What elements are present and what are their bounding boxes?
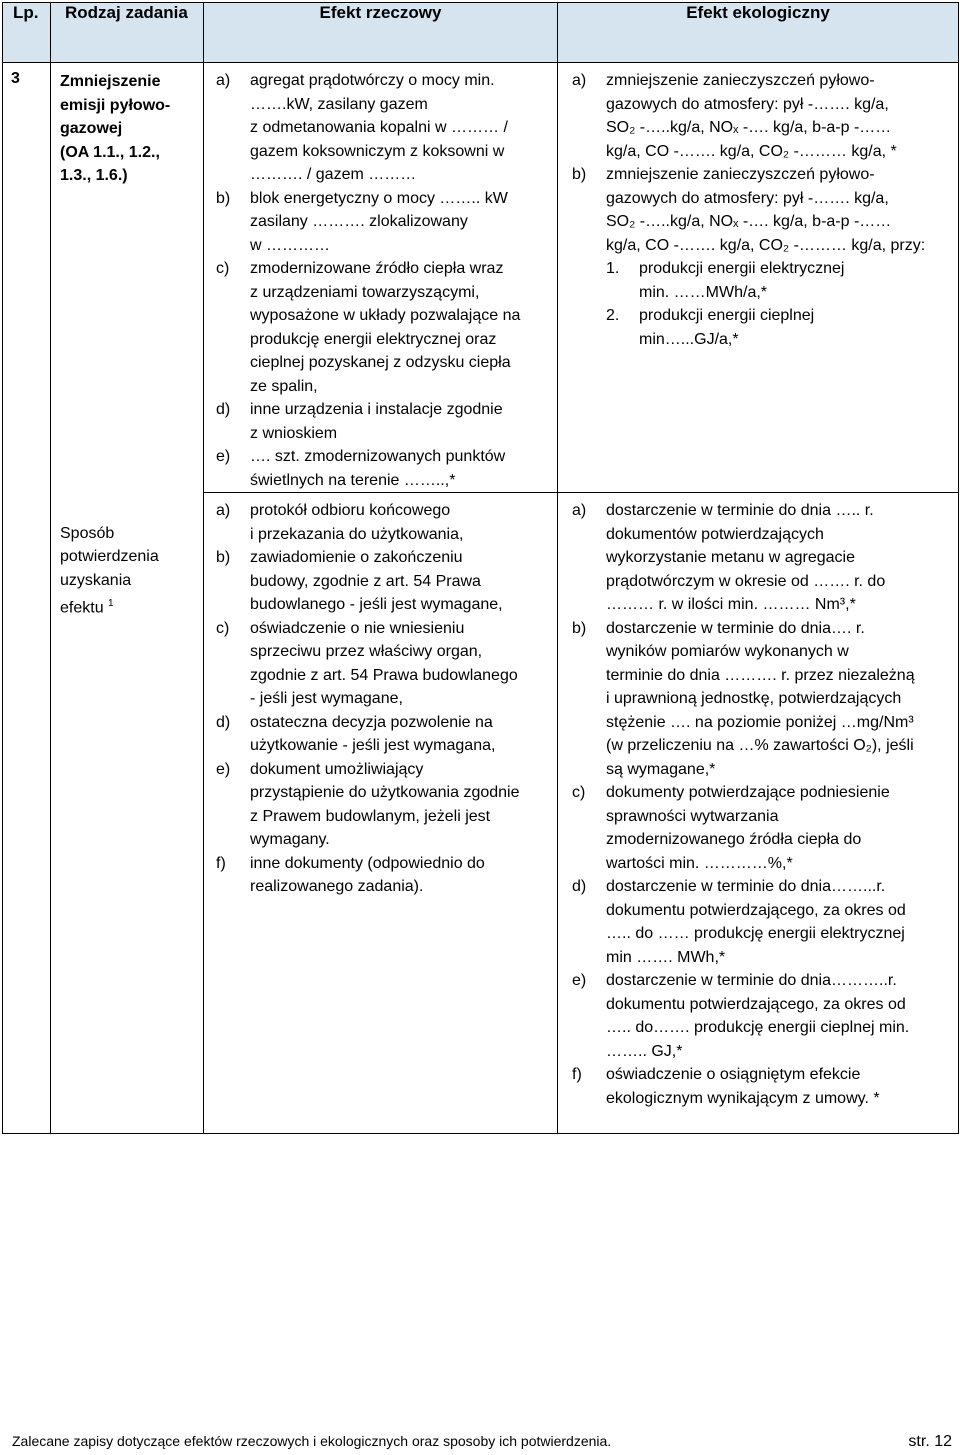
footnote-marker: 1 [108,598,114,609]
list-item [606,304,952,351]
item-text [639,304,952,351]
text-line: agregat prądotwórczy o mocy min. [250,72,495,89]
list-item [216,499,551,546]
text-line: dostarczenie w terminie do dnia ….. r. [606,502,874,519]
efekt-rzeczowy-cell [204,63,558,493]
material-confirmation-list [216,499,551,899]
text-line: cieplnej pozyskanej z odzysku ciepła [250,354,511,371]
footer-note: Zalecane zapisy dotyczące efektów rzeczowych i ekologicznych oraz sposoby ich potwierdzenia. [12,1433,612,1449]
item-marker: b) [572,619,587,637]
item-text [250,257,551,398]
document-page [2,2,958,1134]
item-text [250,187,551,258]
confirmation-line: Sposób [60,524,115,542]
text-line: - jeśli jest wymagane, [250,690,403,707]
confirmation-line: uzyskania [60,571,132,589]
task-type-line: (OA 1.1., 1.2., [60,143,160,161]
text-line: inne urządzenia i instalacje zgodnie [250,401,503,418]
text-line: ………. / gazem ……… [250,166,417,183]
list-item [572,69,952,163]
item-marker: 1. [606,260,620,277]
text-line: budowlanego - jeśli jest wymagane, [250,596,503,613]
table-row [3,63,959,493]
item-marker: d) [216,713,231,731]
item-text [606,875,952,969]
item-marker: c) [216,619,230,637]
table-header-row [3,3,959,63]
text-line: …….kW, zasilany gazem [250,95,428,113]
text-line: …. szt. zmodernizowanych punktów [250,448,506,465]
text-line: terminie do dnia ………. r. przez niezależną [606,666,915,684]
text-line: prądotwórczym w okresie od ……. r. do [606,572,886,590]
task-type-line: 1.3., 1.6.) [60,167,128,184]
list-item [216,257,551,398]
text-line: ostateczna decyzja pozwolenie na [250,713,493,731]
item-marker: f) [572,1066,582,1083]
item-text [250,499,551,546]
header-efekt-rzeczowy: Efekt rzeczowy [204,3,558,63]
header-lp: Lp. [3,3,51,63]
confirmation-method-label [60,188,203,620]
list-item [572,163,952,351]
item-marker: a) [216,502,231,519]
list-item [216,69,551,187]
list-item [216,711,551,758]
task-type-line: gazowej [60,120,123,137]
text-line: produkcję energii elektrycznej oraz [250,330,497,348]
effects-table [2,2,959,1134]
item-marker: b) [216,189,231,207]
text-line: ….. do……. produkcję energii cieplnej min. [606,1019,910,1036]
list-item [216,445,551,492]
item-text [606,499,952,617]
list-item [216,187,551,258]
text-line: zmodernizowane źródło ciepła wraz [250,260,504,277]
text-line: z urządzeniami towarzyszącymi, [250,283,480,301]
item-marker: e) [216,448,231,465]
list-item [216,546,551,617]
sposob-ekologiczny-cell [558,493,959,1134]
item-marker: b) [572,166,587,183]
text-line: zmniejszenie zanieczyszczeń pyłowo- [606,166,875,183]
text-line: realizowanego zadania). [250,878,424,895]
ecological-confirmation-list [572,499,952,1110]
list-item [572,875,952,969]
confirmation-line: efektu $^1$ [60,598,114,617]
efekt-ekologiczny-cell [558,63,959,493]
page-footer [12,1433,952,1449]
text-line: kg/a, CO -……. kg/a, CO₂ -……… kg/a, * [606,142,897,160]
list-item [572,617,952,782]
text-line: dokumentu potwierdzającego, za okres od [606,901,906,919]
text-line: gazem koksowniczym z koksowni w [250,142,505,160]
item-text [250,445,551,492]
text-line: inne dokumenty (odpowiednio do [250,854,485,872]
item-text [606,781,952,875]
list-item [572,969,952,1063]
item-text [606,617,952,782]
text-line: min. ……MWh/a,* [639,283,768,301]
list-item [216,617,551,711]
rodzaj-zadania-cell [51,63,204,1134]
text-line: min ……. MWh,* [606,948,726,966]
text-line: w ………… [250,236,330,254]
header-rodzaj-zadania: Rodzaj zadania [51,3,204,63]
list-item [572,499,952,617]
item-text [606,163,952,351]
confirmation-line: potwierdzenia [60,548,159,565]
sposob-rzeczowy-cell [204,493,558,1134]
text-line: użytkowanie - jeśli jest wymagana, [250,737,496,754]
item-text [606,1063,952,1110]
item-marker: a) [572,502,587,519]
lp-cell [3,63,51,1134]
text-line: …….. GJ,* [606,1042,683,1060]
text-line: dokument umożliwiający [250,760,424,778]
text-line: oświadczenie o nie wniesieniu [250,619,465,637]
text-line: dokumenty potwierdzające podniesienie [606,784,890,801]
production-list [606,257,952,351]
list-item [572,1063,952,1110]
item-text [250,711,551,758]
text-line: zgodnie z art. 54 Prawa budowlanego [250,666,518,684]
item-text [606,969,952,1063]
text-line: min…...GJ/a,* [639,330,739,348]
text-line: zasilany ………. zlokalizowany [250,213,468,230]
item-marker: c) [216,260,230,277]
text-line: zmodernizowanego źródła ciepła do [606,831,862,848]
text-line: ze spalin, [250,377,318,395]
list-item [216,852,551,899]
text-line: i uprawnioną jednostkę, potwierdzających [606,690,902,707]
text-line: blok energetyczny o mocy …….. kW [250,189,508,207]
item-marker: e) [572,972,587,989]
text-line: dokumentów potwierdzających [606,525,824,543]
list-item [606,257,952,304]
text-line: sprzeciwu przez właściwy organ, [250,643,483,660]
list-item [572,781,952,875]
item-text [250,69,551,187]
task-type-title [60,70,203,188]
list-item [216,758,551,852]
text-line: i przekazania do użytkowania, [250,525,464,543]
text-line: produkcji energii elektrycznej [639,260,845,277]
text-line: zawiadomienie o zakończeniu [250,549,463,566]
item-marker: 2. [606,307,620,324]
text-line: wymagany. [250,831,330,848]
item-marker: a) [216,72,231,89]
task-type-line: emisji pyłowo- [60,96,171,114]
item-marker: b) [216,549,231,566]
text-line: świetlnych na terenie ……..,* [250,471,456,489]
text-line: ……… r. w ilości min. ……… Nm³,* [606,596,856,613]
text-line: sprawności wytwarzania [606,807,779,825]
item-text [250,758,551,852]
text-line: kg/a, CO -……. kg/a, CO₂ -……… kg/a, przy: [606,236,926,254]
item-text [250,852,551,899]
item-marker: a) [572,72,587,89]
item-text [250,546,551,617]
item-text [606,69,952,163]
item-marker: f) [216,854,226,872]
item-text [639,257,952,304]
list-item [216,398,551,445]
item-text [250,398,551,445]
text-line: stężenie …. na poziomie poniżej …mg/Nm³ [606,713,914,731]
text-line: wykorzystanie metanu w agregacie [606,549,856,566]
page-number: str. 12 [908,1433,952,1450]
text-line: gazowych do atmosfery: pył -……. kg/a, [606,95,889,113]
text-line: wyposażone w układy pozwalające na [250,307,521,324]
text-line: z odmetanowania kopalni w ……… / [250,119,508,136]
text-line: SO₂ -…..kg/a, NOₓ -…. kg/a, b-a-p -…… [606,119,892,136]
text-line: z Prawem budowlanym, jeżeli jest [250,807,491,825]
text-line: przystąpienie do użytkowania zgodnie [250,784,520,801]
item-marker: d) [216,401,231,418]
text-line: wartości min. …………%,* [606,854,793,872]
text-line: są wymagane,* [606,760,716,778]
task-type-line: Zmniejszenie [60,73,161,90]
item-text [250,617,551,711]
item-marker: e) [216,760,231,778]
text-line: ekologicznym wynikającym z umowy. * [606,1089,880,1107]
text-line: wyników pomiarów wykonanych w [606,643,849,660]
lp-number: 3 [11,70,20,87]
ecological-effect-list [572,69,952,351]
text-line: zmniejszenie zanieczyszczeń pyłowo- [606,72,875,89]
text-line: produkcji energii cieplnej [639,307,815,324]
text-line: dostarczenie w terminie do dnia………..r. [606,972,897,989]
header-efekt-ekologiczny: Efekt ekologiczny [558,3,959,63]
item-marker: c) [572,784,586,801]
text-line: SO₂ -…..kg/a, NOₓ -…. kg/a, b-a-p -…… [606,213,892,230]
text-line: z wnioskiem [250,424,338,442]
text-line: dokumentu potwierdzającego, za okres od [606,995,906,1013]
text-line: dostarczenie w terminie do dnia…. r. [606,619,865,637]
text-line: budowy, zgodnie z art. 54 Prawa [250,572,481,590]
text-line: oświadczenie o osiągniętym efekcie [606,1066,861,1083]
text-line: protokół odbioru końcowego [250,502,451,519]
text-line: (w przeliczeniu na …% zawartości O₂), jeśli [606,737,914,754]
text-line: dostarczenie w terminie do dnia……...r. [606,878,886,895]
material-effect-list [216,69,551,492]
item-marker: d) [572,878,587,895]
text-line: gazowych do atmosfery: pył -……. kg/a, [606,189,889,207]
text-line: ….. do …… produkcję energii elektrycznej [606,925,905,942]
